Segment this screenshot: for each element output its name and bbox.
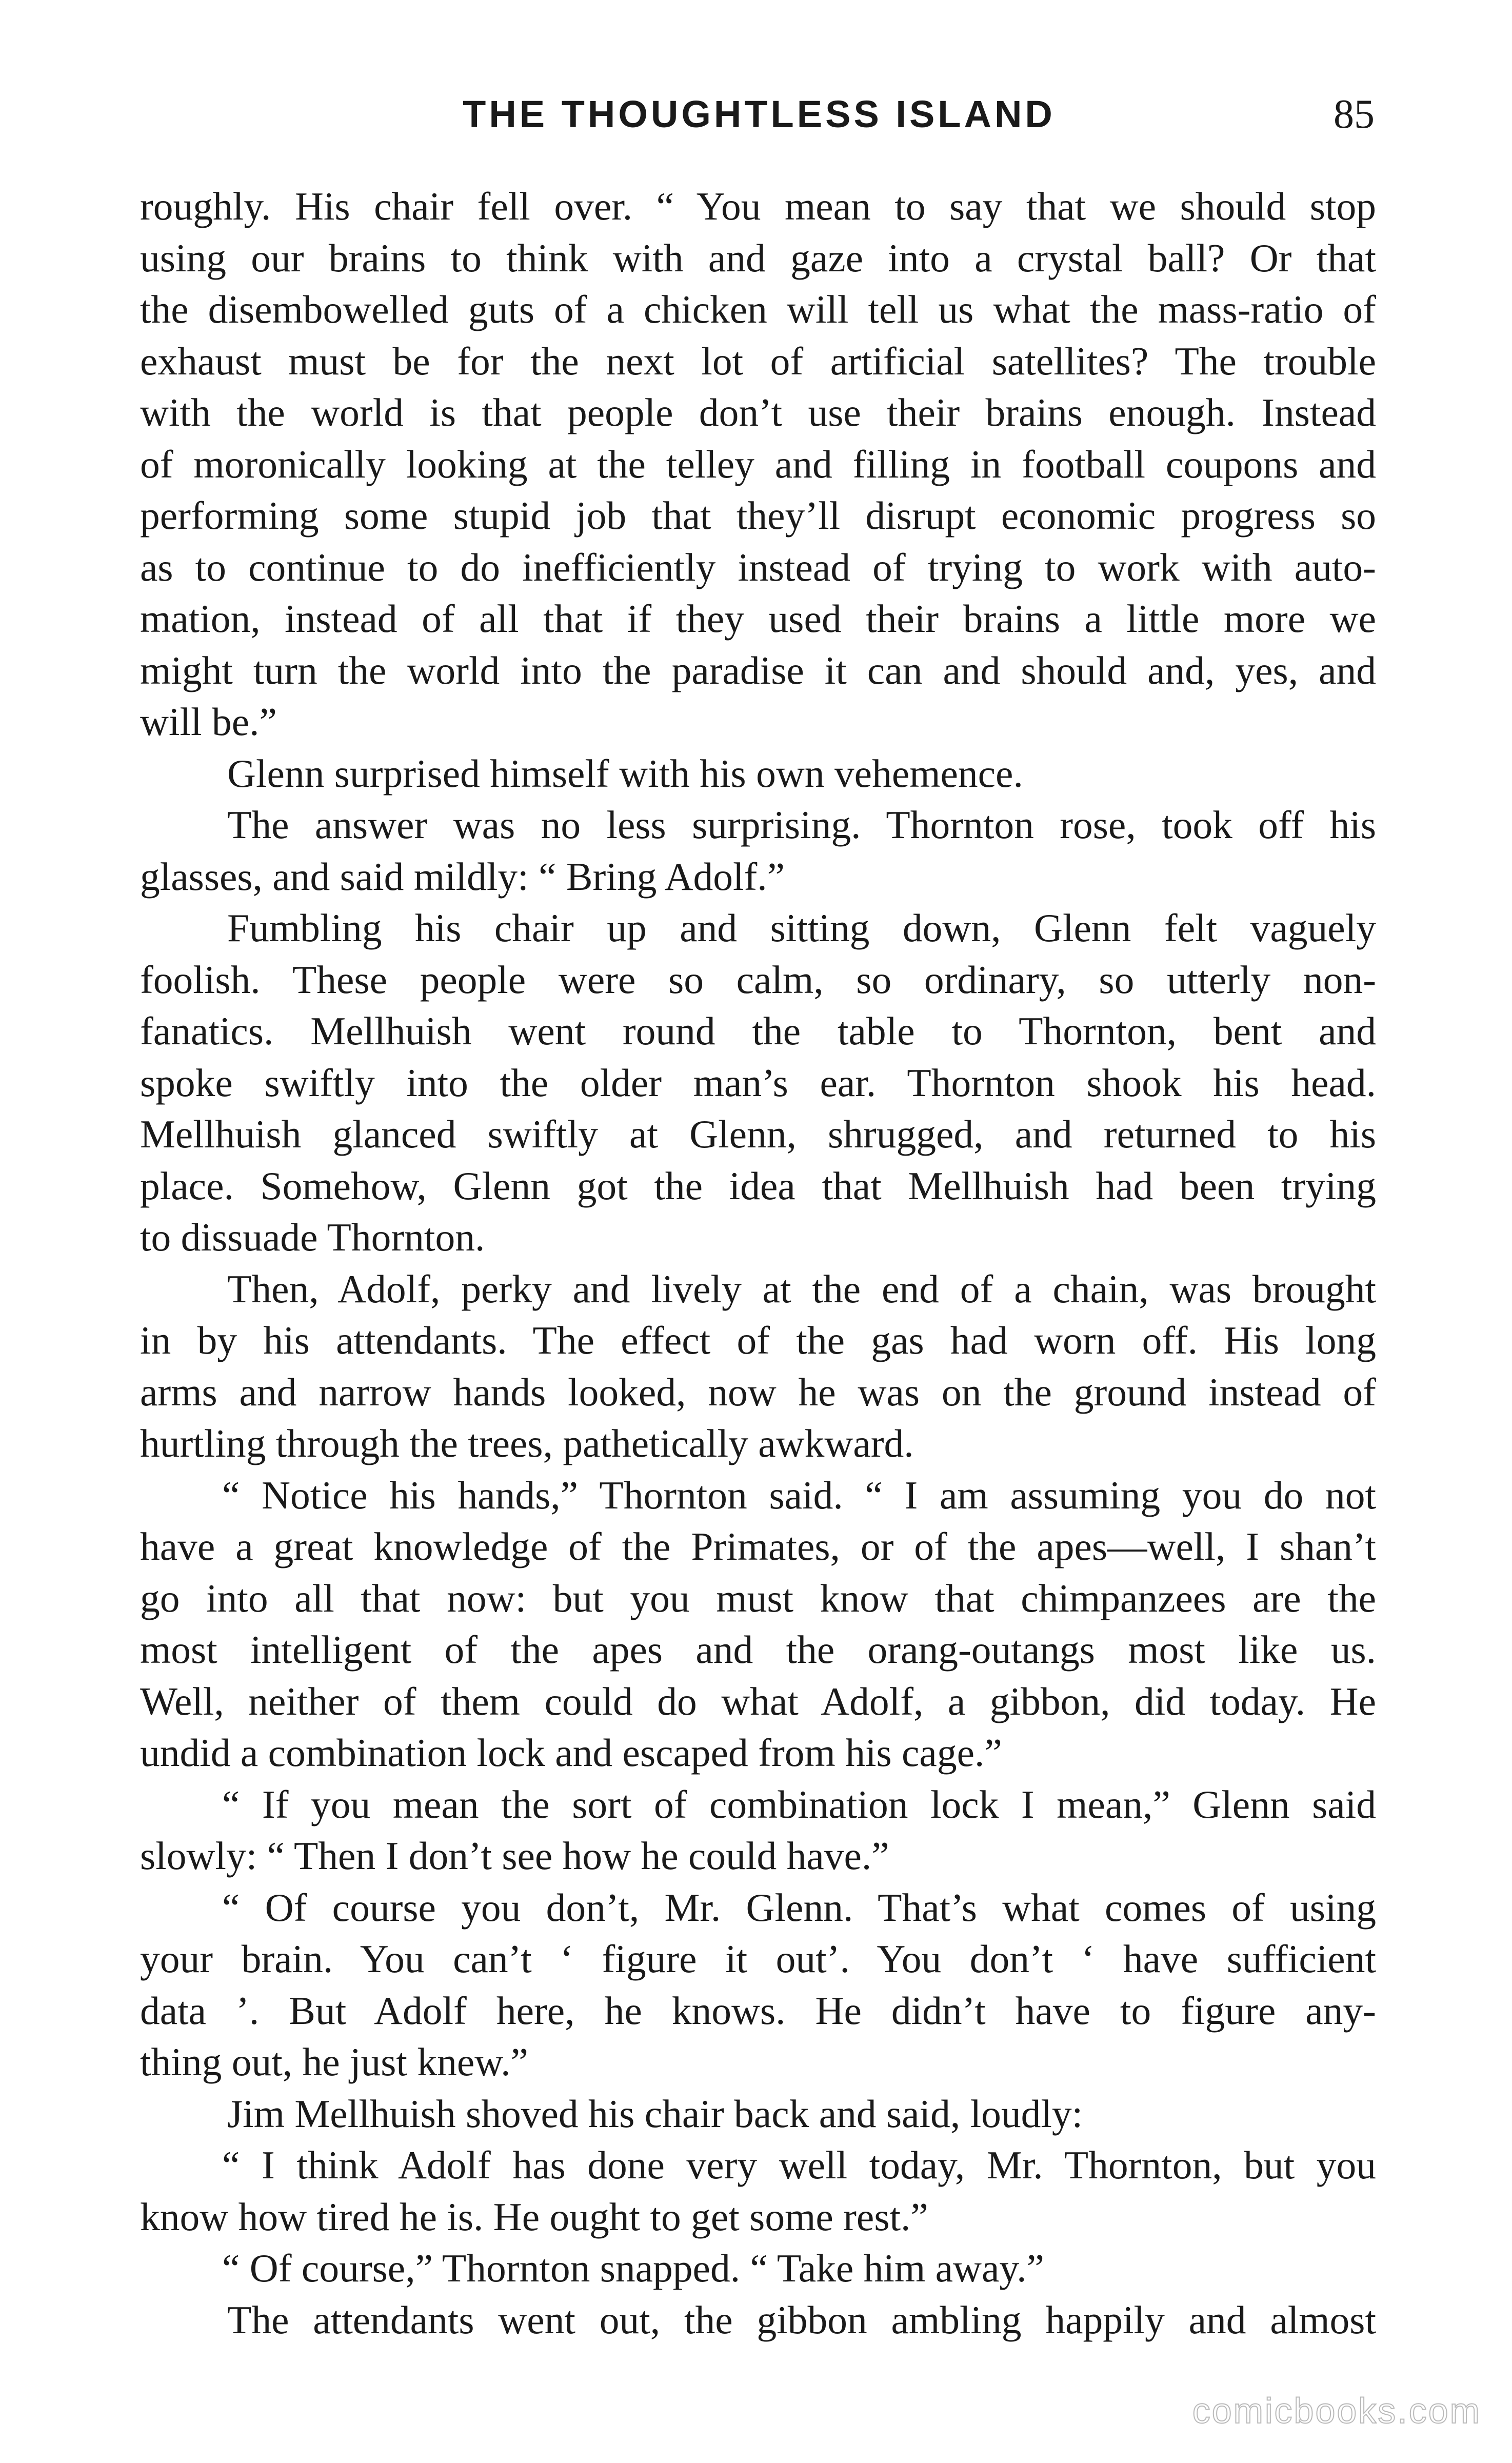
text-line: Fumbling his chair up and sitting down, Glenn felt vaguely <box>227 906 1376 950</box>
watermark: comicbooks.com <box>1192 2391 1481 2431</box>
running-title: THE THOUGHTLESS ISLAND <box>463 93 1056 135</box>
text-line: know how tired he is. He ought to get some rest.” <box>140 2194 928 2239</box>
body-text <box>140 181 1376 2346</box>
text-line: will be.” <box>140 700 277 744</box>
running-head <box>144 86 1375 148</box>
text-line: of moronically looking at the telley and filling in football coupons and <box>140 442 1376 486</box>
text-line: The attendants went out, the gibbon ambling happily and almost <box>227 2297 1376 2342</box>
text-line: with the world is that people don’t use their brains enough. Instead <box>140 390 1376 434</box>
text-line: slowly: “ Then I don’t see how he could have.” <box>140 1834 889 1878</box>
text-line: go into all that now: but you must know that chimpanzees are the <box>140 1576 1376 1620</box>
text-line: Jim Mellhuish shoved his chair back and said, loudly: <box>227 2091 1083 2136</box>
text-line: performing some stupid job that they’ll disrupt economic progress so <box>140 493 1376 538</box>
text-line: “ Of course,” Thornton snapped. “ Take him away.” <box>222 2246 1044 2290</box>
text-line: Mellhuish glanced swiftly at Glenn, shrugged, and returned to his <box>140 1112 1376 1156</box>
text-line: “ Notice his hands,” Thornton said. “ I am assuming you do not <box>222 1473 1376 1517</box>
text-line: “ Of course you don’t, Mr. Glenn. That’s what comes of using <box>222 1885 1376 1930</box>
text-line: undid a combination lock and escaped from his cage.” <box>140 1731 1002 1775</box>
text-line: spoke swiftly into the older man’s ear. Thornton shook his head. <box>140 1060 1376 1105</box>
text-line: glasses, and said mildly: “ Bring Adolf.” <box>140 854 785 899</box>
text-line: to dissuade Thornton. <box>140 1215 485 1259</box>
text-line: most intelligent of the apes and the orang-outangs most like us. <box>140 1627 1376 1672</box>
text-line: arms and narrow hands looked, now he was on the ground instead of <box>140 1369 1376 1414</box>
text-line: thing out, he just knew.” <box>140 2040 528 2084</box>
text-line: the disembowelled guts of a chicken will tell us what the mass-ratio of <box>140 287 1376 331</box>
text-line: as to continue to do inefficiently instead of trying to work with auto- <box>140 545 1376 589</box>
text-line: “ If you mean the sort of combination lock I mean,” Glenn said <box>222 1782 1376 1826</box>
text-line: Then, Adolf, perky and lively at the end of a chain, was brought <box>227 1266 1376 1311</box>
text-line: fanatics. Mellhuish went round the table to Thornton, bent and <box>140 1009 1376 1053</box>
text-line: foolish. These people were so calm, so ordinary, so utterly non- <box>140 957 1376 1002</box>
page-number: 85 <box>1334 92 1375 137</box>
text-line: might turn the world into the paradise it can and should and, yes, and <box>140 648 1376 692</box>
text-line: using our brains to think with and gaze into a crystal ball? Or that <box>140 235 1376 280</box>
text-line: in by his attendants. The effect of the gas had worn off. His long <box>140 1318 1376 1362</box>
text-line: The answer was no less surprising. Thornton rose, took off his <box>227 803 1376 847</box>
text-line: roughly. His chair fell over. “ You mean to say that we should stop <box>140 184 1376 228</box>
text-line: exhaust must be for the next lot of artificial satellites? The trouble <box>140 339 1376 383</box>
text-line: your brain. You can’t ‘ figure it out’. You don’t ‘ have sufficient <box>140 1937 1376 1981</box>
text-line: Glenn surprised himself with his own vehemence. <box>227 751 1023 796</box>
text-line: data ’. But Adolf here, he knows. He didn’t have to figure any- <box>140 1988 1376 2033</box>
text-line: mation, instead of all that if they used their brains a little more we <box>140 597 1376 641</box>
text-line: “ I think Adolf has done very well today, Mr. Thornton, but you <box>222 2143 1376 2187</box>
text-line: Well, neither of them could do what Adolf, a gibbon, did today. He <box>140 1679 1376 1723</box>
text-line: hurtling through the trees, pathetically awkward. <box>140 1421 914 1465</box>
text-line: have a great knowledge of the Primates, or of the apes—well, I shan’t <box>140 1524 1376 1568</box>
text-line: place. Somehow, Glenn got the idea that Mellhuish had been trying <box>140 1163 1376 1208</box>
